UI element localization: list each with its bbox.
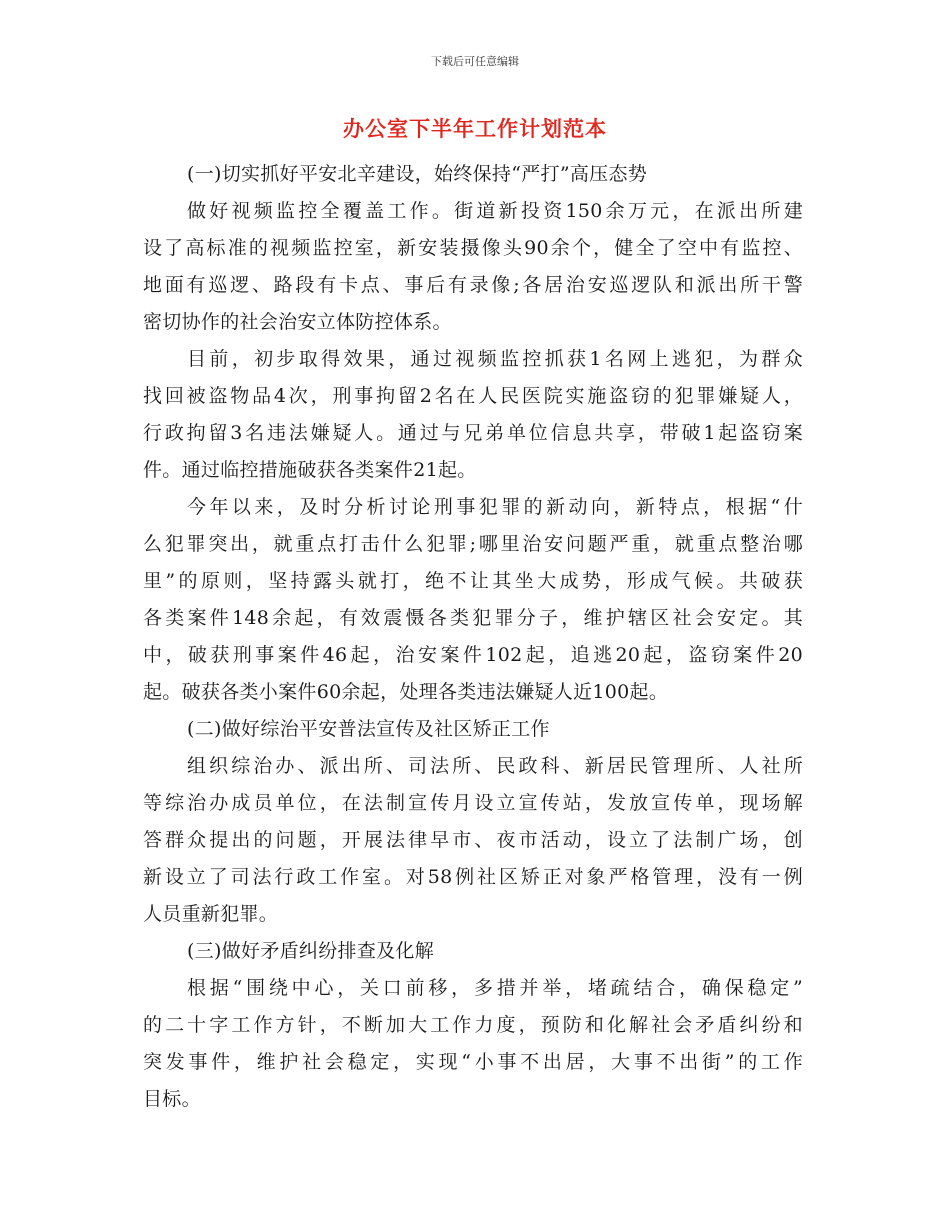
paragraph-line: 起。破获各类小案件60余起，处理各类违法嫌疑人近100起。 (143, 681, 669, 703)
paragraph-line: 地面有巡逻、路段有卡点、事后有录像;各居治安巡逻队和派出所干警 (143, 274, 803, 296)
paragraph-line: 目标。 (143, 1088, 201, 1110)
paragraph-line: 密切协作的社会治安立体防控体系。 (143, 311, 452, 333)
section-heading: (一)切实抓好平安北辛建设，始终保持“严打”高压态势 (187, 163, 648, 185)
paragraph-line: 里”的原则，坚持露头就打，绝不让其坐大成势，形成气候。共破获 (143, 570, 803, 592)
paragraph-line: 突发事件，维护社会稳定，实现“小事不出居，大事不出街”的工作 (143, 1051, 803, 1073)
section-heading: (二)做好综治平安普法宣传及社区矫正工作 (187, 718, 550, 740)
paragraph-line: 目前，初步取得效果，通过视频监控抓获1名网上逃犯，为群众 (187, 348, 803, 370)
paragraph-line: 组织综治办、派出所、司法所、民政科、新居民管理所、人社所 (187, 755, 803, 777)
paragraph-line: 今年以来，及时分析讨论刑事犯罪的新动向，新特点，根据“什 (187, 496, 803, 518)
paragraph-line: 的二十字工作方针，不断加大工作力度，预防和化解社会矛盾纠纷和 (143, 1014, 803, 1036)
paragraph-line: 中，破获刑事案件46起，治安案件102起，追逃20起，盗窃案件20 (143, 644, 803, 666)
paragraph-line: 行政拘留3名违法嫌疑人。通过与兄弟单位信息共享，带破1起盗窃案 (143, 422, 803, 444)
paragraph-line: 找回被盗物品4次，刑事拘留2名在人民医院实施盗窃的犯罪嫌疑人， (143, 385, 803, 407)
section-heading: (三)做好矛盾纠纷排查及化解 (187, 940, 435, 962)
document-title: 办公室下半年工作计划范本 (343, 117, 607, 141)
paragraph-line: 新设立了司法行政工作室。对58例社区矫正对象严格管理，没有一例 (143, 866, 803, 888)
paragraph-line: 做好视频监控全覆盖工作。街道新投资150余万元，在派出所建 (187, 200, 803, 222)
paragraph-line: 等综治办成员单位，在法制宣传月设立宣传站，发放宣传单，现场解 (143, 792, 803, 814)
paragraph-line: 么犯罪突出，就重点打击什么犯罪;哪里治安问题严重，就重点整治哪 (143, 533, 803, 555)
paragraph-line: 件。通过临控措施破获各类案件21起。 (143, 459, 477, 481)
paragraph-line: 答群众提出的问题，开展法律早市、夜市活动，设立了法制广场，创 (143, 829, 803, 851)
document-body (143, 156, 803, 1118)
paragraph-line: 人员重新犯罪。 (143, 903, 279, 925)
header-note: 下载后可任意编辑 (431, 55, 519, 68)
paragraph-line: 各类案件148余起，有效震慑各类犯罪分子，维护辖区社会安定。其 (143, 607, 803, 629)
paragraph-line: 设了高标准的视频监控室，新安装摄像头90余个，健全了空中有监控、 (143, 237, 803, 259)
paragraph-line: 根据“围绕中心，关口前移，多措并举，堵疏结合，确保稳定” (187, 977, 803, 999)
